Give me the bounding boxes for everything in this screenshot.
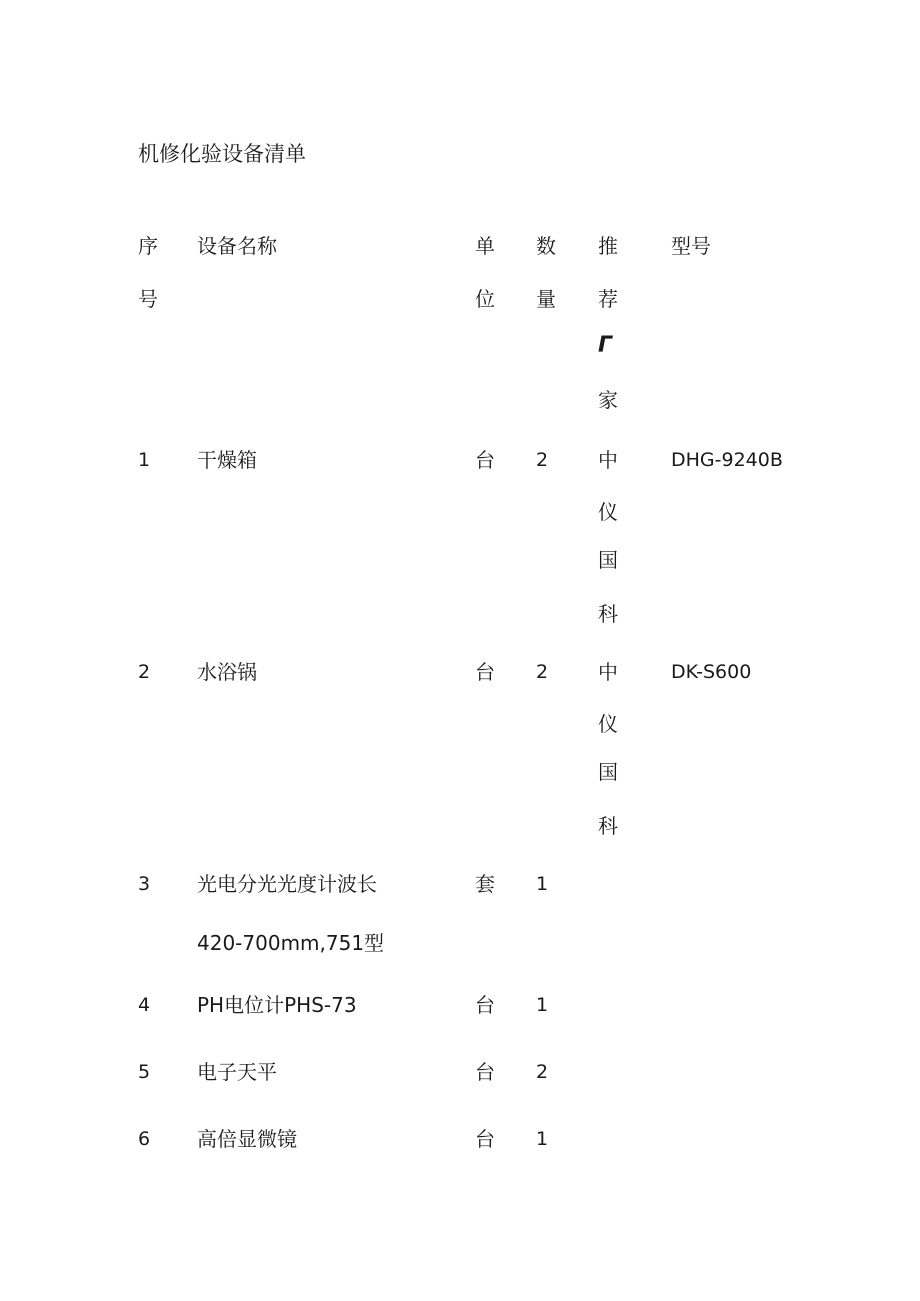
row-1-qty: 2 — [536, 449, 549, 471]
row-6-no: 6 — [138, 1128, 151, 1150]
row-1-mfr-4: 科 — [598, 602, 618, 626]
document-title: 机修化验设备清单 — [138, 142, 306, 166]
row-2-name: 水浴锅 — [197, 660, 257, 684]
row-1-mfr-1: 中 — [598, 448, 618, 472]
row-2-mfr-2: 仪 — [598, 712, 618, 736]
row-1-model: DHG-9240B — [671, 449, 783, 471]
header-model: 型号 — [671, 234, 711, 258]
row-4-unit: 台 — [475, 993, 495, 1017]
row-1-name: 干燥箱 — [197, 448, 257, 472]
row-3-name-line-2: 420-700mm,751型 — [197, 931, 385, 955]
row-2-unit: 台 — [475, 660, 495, 684]
row-1-mfr-2: 仪 — [598, 500, 618, 524]
header-name: 设备名称 — [197, 234, 277, 258]
row-5-no: 5 — [138, 1061, 151, 1083]
row-5-qty: 2 — [536, 1061, 549, 1083]
header-no-line-1: 序 — [138, 234, 158, 258]
row-3-unit: 套 — [475, 872, 495, 896]
row-6-qty: 1 — [536, 1128, 549, 1150]
row-6-name: 高倍显微镜 — [197, 1127, 297, 1151]
row-3-name-line-1: 光电分光光度计波长 — [197, 872, 377, 896]
row-5-name: 电子天平 — [197, 1060, 277, 1084]
header-no-line-2: 号 — [138, 287, 158, 311]
row-2-model: DK-S600 — [671, 661, 752, 683]
row-6-unit: 台 — [475, 1127, 495, 1151]
row-2-no: 2 — [138, 661, 151, 683]
header-mfr-line-3: Γ — [598, 333, 613, 358]
row-1-unit: 台 — [475, 448, 495, 472]
header-unit-line-2: 位 — [475, 287, 495, 311]
row-3-no: 3 — [138, 873, 151, 895]
row-4-qty: 1 — [536, 994, 549, 1016]
header-mfr-line-4: 家 — [598, 388, 618, 412]
row-3-qty: 1 — [536, 873, 549, 895]
row-2-qty: 2 — [536, 661, 549, 683]
header-mfr-line-1: 推 — [598, 234, 618, 258]
header-qty-line-2: 量 — [536, 287, 556, 311]
header-mfr-line-2: 荐 — [598, 287, 618, 311]
header-unit-line-1: 单 — [475, 234, 495, 258]
row-1-no: 1 — [138, 449, 151, 471]
header-qty-line-1: 数 — [536, 234, 556, 258]
row-4-no: 4 — [138, 994, 151, 1016]
row-4-name: PH电位计PHS-73 — [197, 993, 357, 1017]
row-2-mfr-4: 科 — [598, 814, 618, 838]
row-1-mfr-3: 国 — [598, 548, 618, 572]
row-2-mfr-1: 中 — [598, 660, 618, 684]
row-5-unit: 台 — [475, 1060, 495, 1084]
row-2-mfr-3: 国 — [598, 760, 618, 784]
